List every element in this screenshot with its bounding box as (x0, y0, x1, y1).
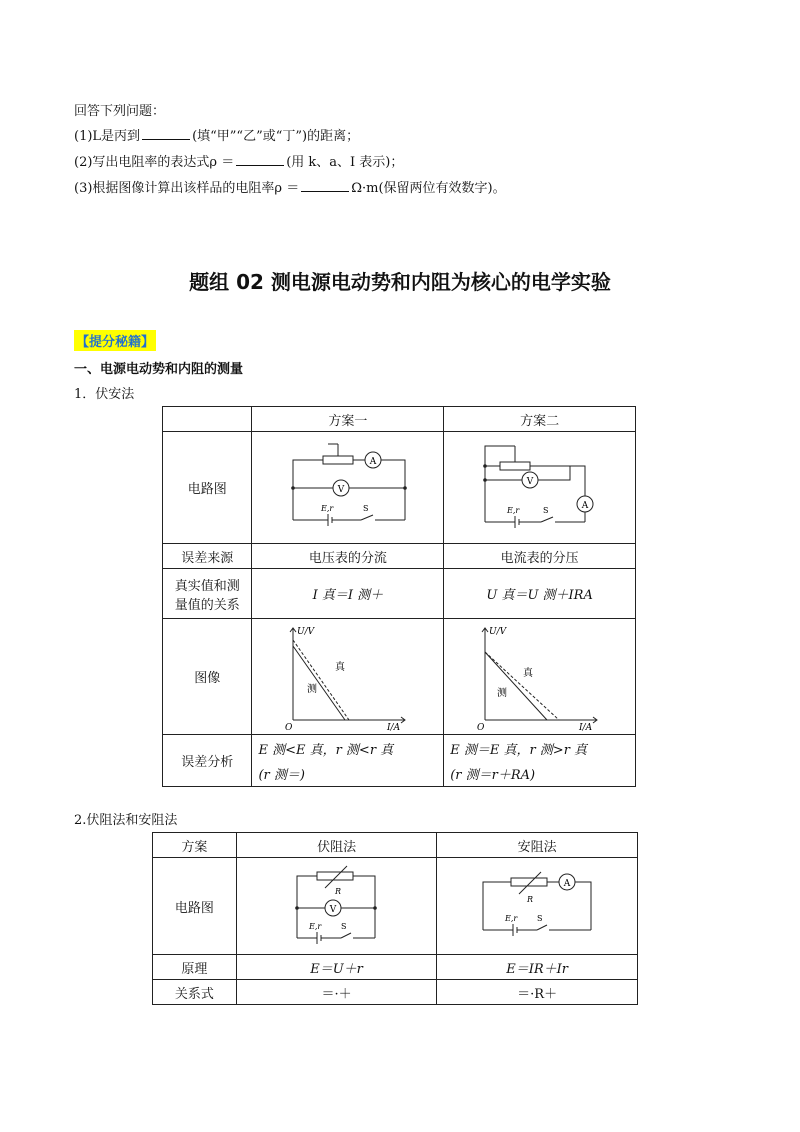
question-intro: 回答下列问题： (74, 104, 166, 119)
switch-label-2: S (542, 505, 549, 515)
table1-header-a: 方案一 (252, 407, 444, 432)
voltmeter-label-2: V (526, 476, 533, 487)
row-label-relation-1: 真实值和测 (174, 578, 240, 594)
circuit1-svg (283, 440, 413, 536)
row-label-graph: 图像 (163, 619, 252, 735)
table2-row-label-principle: 原理 (153, 955, 237, 980)
voltmeter-label: V (337, 484, 345, 495)
table2-row-label-circuit: 电路图 (153, 858, 237, 955)
answer-blank-1[interactable] (142, 129, 190, 140)
question-3-prefix: (3)根据图像计算出该样品的电阻率ρ ＝ (74, 181, 300, 196)
analysis-a-line1: E 测<E 真，r 测<r 真 (258, 742, 394, 758)
emf-label-3: E,r (308, 922, 321, 931)
error-source-b: 电流表的分压 (444, 544, 636, 569)
ammeter-label: A (369, 456, 377, 467)
question-3 (74, 177, 506, 196)
circuit-diagram-scheme1 (252, 432, 444, 544)
section-title: 题组 02 测电源电动势和内阻为核心的电学实验 (189, 270, 611, 294)
relation-b: U 真＝U 测＋IRA (444, 569, 636, 619)
circuit3-svg (287, 864, 387, 948)
error-source-a: 电压表的分流 (252, 544, 444, 569)
emf-label-4: E,r (505, 914, 518, 923)
graph-scheme2 (444, 619, 636, 735)
table-resistance-methods (152, 832, 638, 1005)
table1-header-b: 方案二 (444, 407, 636, 432)
ammeter-label-4: A (563, 879, 571, 889)
table-voltammetry (162, 406, 636, 787)
tips-badge: 【提分秘籍】 (74, 330, 156, 351)
question-2-suffix: (用 k、a、I 表示)； (286, 155, 404, 170)
row-label-circuit: 电路图 (163, 432, 252, 544)
resistor-label-2: R (527, 895, 534, 904)
question-2-prefix: (2)写出电阻率的表达式ρ ＝ (74, 155, 235, 170)
emf-label-2: E,r (506, 505, 519, 515)
question-1-prefix: (1)L是丙到 (74, 129, 141, 144)
analysis-a-line2: (r 测＝) (258, 767, 305, 783)
graph1-svg (283, 622, 413, 732)
analysis-b-line1: E 测＝E 真，r 测>r 真 (450, 742, 588, 758)
table2-row-label-formula: 关系式 (153, 980, 237, 1005)
graph2-yaxis: U/V (488, 626, 506, 637)
formula-a: ＝·＋ (236, 980, 436, 1005)
analysis-b-line2: (r 测＝r＋RA) (450, 767, 536, 783)
relation-a: I 真＝I 测＋ (252, 569, 444, 619)
analysis-a (252, 735, 444, 787)
question-1-suffix: (填“甲”“乙”或“丁”)的距离； (192, 129, 360, 144)
row-label-relation-2: 量值的关系 (174, 597, 240, 613)
circuit-amp-resistor (437, 858, 638, 955)
graph1-origin: O (284, 722, 293, 732)
answer-blank-3[interactable] (301, 181, 349, 192)
row-label-analysis: 误差分析 (163, 735, 252, 787)
heading-voltammetry: 1．伏安法 (74, 387, 135, 402)
emf-label: E,r (320, 503, 334, 513)
switch-label-3: S (340, 922, 347, 931)
analysis-b (444, 735, 636, 787)
graph1-meas-label: 测 (306, 683, 317, 695)
switch-label-4: S (537, 914, 543, 923)
heading-resistance-methods: 2.伏阻法和安阻法 (74, 813, 178, 828)
question-2 (74, 151, 403, 170)
question-3-suffix: Ω·m(保留两位有效数字)。 (351, 181, 506, 196)
graph2-meas-label: 测 (496, 687, 507, 699)
voltmeter-label-3: V (329, 905, 336, 915)
formula-b: ＝·R＋ (437, 980, 638, 1005)
principle-b: E＝IR＋Ir (437, 955, 638, 980)
resistor-label: R (334, 887, 341, 896)
ammeter-label-2: A (581, 500, 588, 511)
graph2-svg (475, 622, 605, 732)
row-label-relation (163, 569, 252, 619)
table1-corner (163, 407, 252, 432)
table2-header-a: 伏阻法 (236, 833, 436, 858)
circuit4-svg (477, 864, 597, 948)
switch-label: S (362, 503, 369, 513)
circuit-volt-resistor (236, 858, 436, 955)
graph2-origin: O (476, 722, 484, 732)
graph1-true-label: 真 (334, 661, 345, 673)
table2-header-b: 安阻法 (437, 833, 638, 858)
answer-blank-2[interactable] (236, 155, 284, 166)
circuit-diagram-scheme2 (444, 432, 636, 544)
graph-scheme1 (252, 619, 444, 735)
table2-header-scheme: 方案 (153, 833, 237, 858)
circuit2-svg (475, 440, 605, 536)
row-label-error-source: 误差来源 (163, 544, 252, 569)
question-1 (74, 125, 359, 144)
graph1-yaxis: U/V (296, 626, 314, 637)
graph2-true-label: 真 (522, 667, 533, 679)
heading-emf-measurement: 一、电源电动势和内阻的测量 (74, 362, 244, 377)
principle-a: E＝U＋r (236, 955, 436, 980)
graph2-xaxis: I/A (578, 722, 592, 732)
graph1-xaxis: I/A (386, 722, 400, 732)
